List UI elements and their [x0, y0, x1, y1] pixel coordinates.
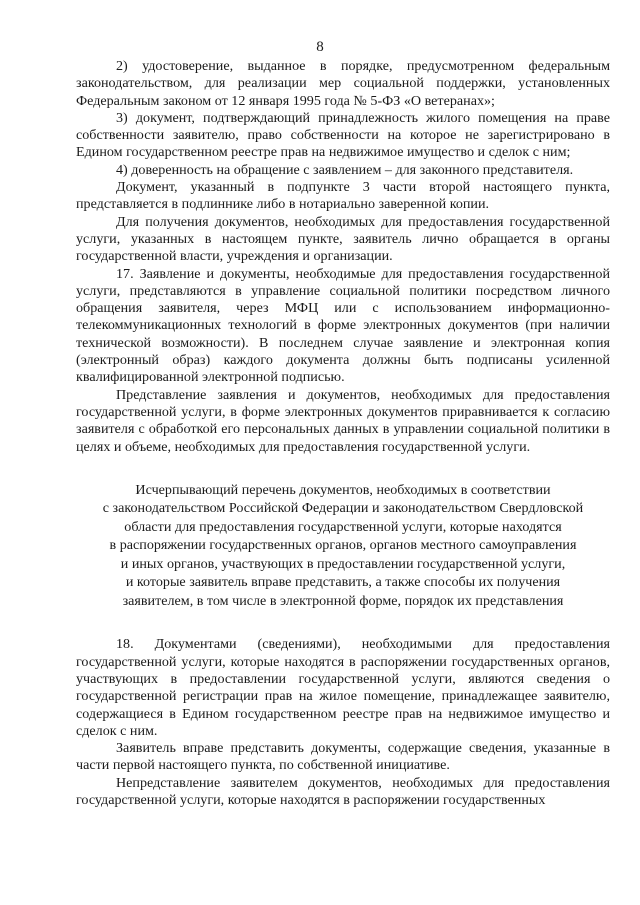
paragraph-own-initiative: Заявитель вправе представить документы, содержащие сведения, указанные в части первой настоящего пункта, по собственной инициативе. — [76, 740, 610, 774]
paragraph-item-2-certificate: 2) удостоверение, выданное в порядке, предусмотренном федеральным законодательством, для реализации мер социальной поддержки, установленных Федеральным законом от 12 января 1995 года № 5-ФЗ «О ветеранах»; — [76, 58, 610, 109]
heading-line: Исчерпывающий перечень документов, необходимых в соответствии — [135, 481, 551, 498]
document-body — [76, 58, 610, 809]
heading-line: области для предоставления государственной услуги, которые находятся — [124, 518, 562, 535]
paragraph-item-3-ownership-document: 3) документ, подтверждающий принадлежность жилого помещения на праве собственности заявителю, право собственности на которое не зарегистрировано в Едином государственном реестре прав на недвижимое имущество и сделок с ним; — [76, 109, 610, 161]
paragraph-clause-17: 17. Заявление и документы, необходимые для предоставления государственной услуги, представляются в управление социальной политики посредством личного обращения заявителя, через МФЦ или с использованием информационно-телекоммуникационных технологий в форме электронных документов (при наличии технической возможности). В последнем случае заявление и электронная копия (электронный образ) каждого документа должны быть подписаны усиленной квалифицированной электронной подписью. — [76, 265, 610, 386]
paragraph-electronic-consent: Представление заявления и документов, необходимых для предоставления государственной услуги, в форме электронных документов приравнивается к согласию заявителя с обработкой его персональных данных в управлении социальной политики в целях и объеме, необходимых для предоставления государственной услуги. — [76, 386, 610, 455]
heading-line: заявителем, в том числе в электронной форме, порядок их представления — [122, 592, 564, 609]
paragraph-obtaining-documents: Для получения документов, необходимых для предоставления государственной услуги, указанных в настоящем пункте, заявитель лично обращается в органы государственной власти, учреждения и организации. — [76, 213, 610, 265]
paragraph-original-or-copy: Документ, указанный в подпункте 3 части второй настоящего пункта, представляется в подлиннике либо в нотариально заверенной копии. — [76, 179, 610, 213]
heading-line: и иных органов, участвующих в предоставлении государственной услуги, — [120, 555, 566, 572]
paragraph-clause-18: 18. Документами (сведениями), необходимыми для предоставления государственной услуги, которые находятся в распоряжении государственных органов, участвующих в предоставлении государственной услуги, являются сведения о государственной регистрации прав на жилое помещение, принадлежащее заявителю, содержащиеся в Едином государственном реестре прав на недвижимое имущество и сделок с ним. — [76, 636, 610, 739]
paragraph-item-4-power-of-attorney: 4) доверенность на обращение с заявлением – для законного представителя. — [116, 161, 574, 178]
paragraph-non-submission: Непредставление заявителем документов, необходимых для предоставления государственной услуги, которые находятся в распоряжении государственных — [76, 774, 610, 808]
heading-line: и которые заявитель вправе представить, а также способы их получения — [125, 574, 561, 591]
page-number: 8 — [316, 39, 324, 55]
heading-line: в распоряжении государственных органов, органов местного самоуправления — [109, 537, 577, 554]
section-heading — [76, 481, 610, 611]
heading-line: с законодательством Российской Федерации и законодательством Свердловской — [102, 500, 584, 517]
